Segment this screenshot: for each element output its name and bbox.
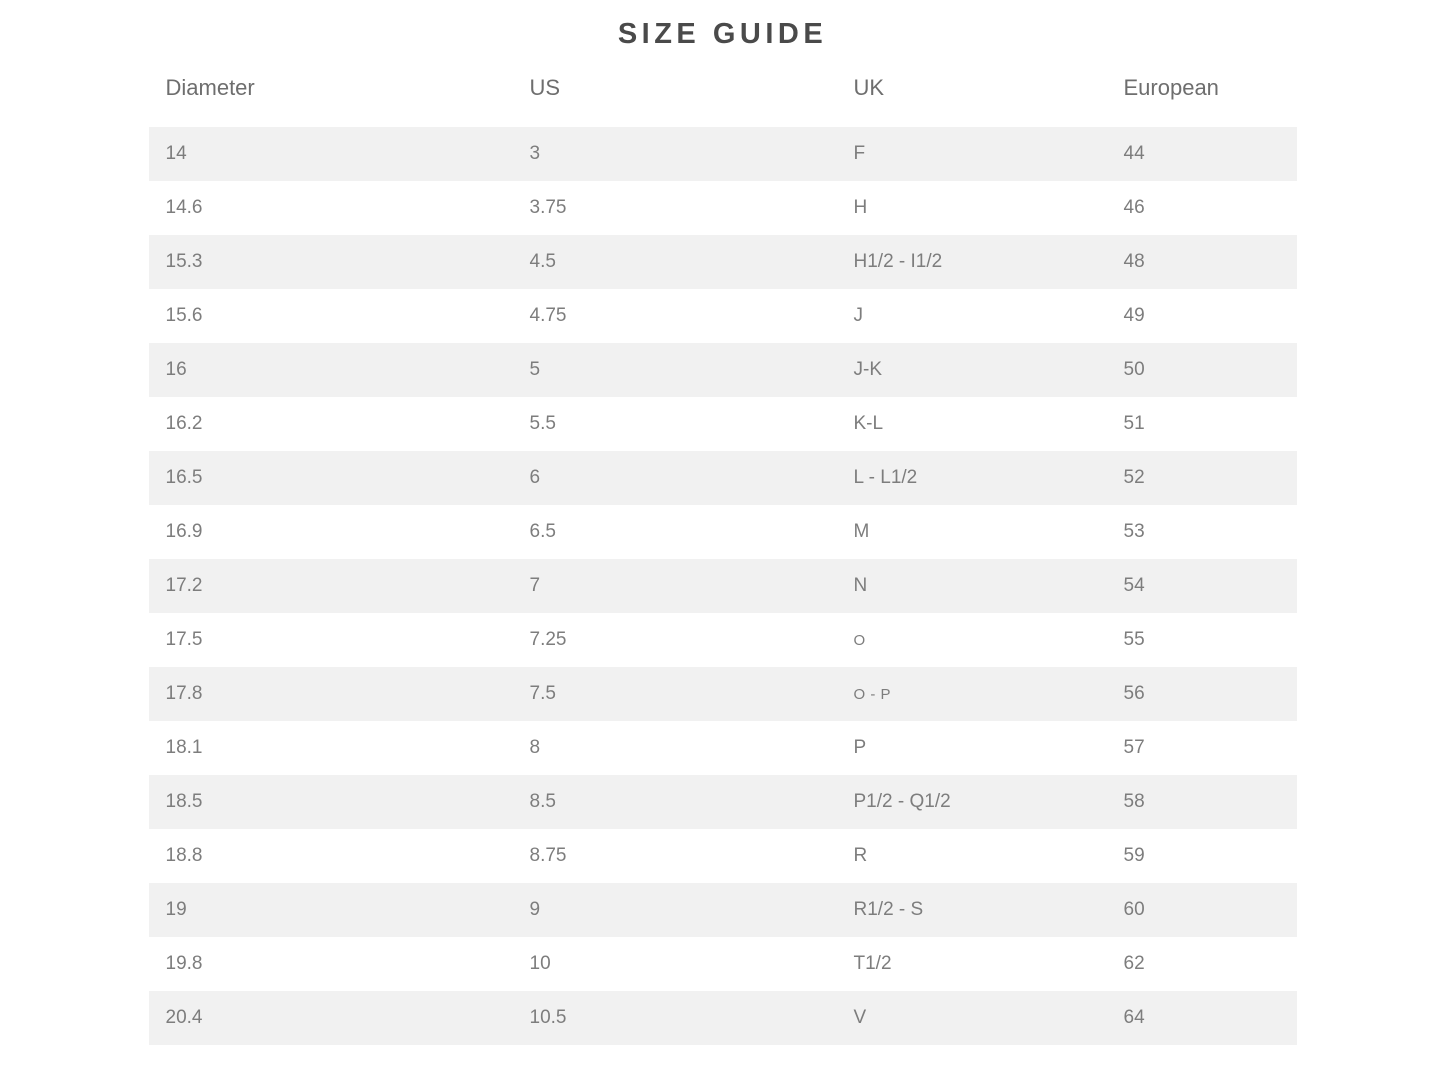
cell-us: 10.5	[529, 1007, 567, 1028]
cell-diameter: 17.8	[165, 683, 203, 704]
cell-us: 6.5	[529, 521, 556, 542]
cell-european: 44	[1123, 143, 1145, 164]
cell-diameter: 19	[165, 899, 187, 920]
table-row	[149, 235, 1297, 289]
cell-uk: O - P	[853, 685, 892, 703]
cell-diameter: 17.2	[165, 575, 203, 596]
table-row	[149, 883, 1297, 937]
cell-us: 5	[529, 359, 541, 380]
cell-diameter: 16.9	[165, 521, 203, 542]
cell-diameter: 16.5	[165, 467, 203, 488]
cell-european: 64	[1123, 1007, 1145, 1028]
table-row	[149, 559, 1297, 613]
table-row	[149, 991, 1297, 1045]
column-header-european: European	[1123, 75, 1219, 100]
cell-uk: J	[853, 305, 863, 326]
cell-uk: N	[853, 575, 868, 596]
cell-european: 50	[1123, 359, 1145, 380]
cell-diameter: 19.8	[165, 953, 203, 974]
table-row	[149, 505, 1297, 559]
cell-uk: H	[853, 197, 868, 218]
cell-us: 7	[529, 575, 541, 596]
cell-uk: T1/2	[853, 953, 892, 974]
cell-european: 48	[1123, 251, 1145, 272]
cell-us: 7.5	[529, 683, 556, 704]
cell-european: 55	[1123, 629, 1145, 650]
cell-uk: F	[853, 143, 866, 164]
cell-european: 51	[1123, 413, 1145, 434]
cell-european: 57	[1123, 737, 1145, 758]
cell-us: 8.5	[529, 791, 556, 812]
cell-uk: P	[853, 737, 867, 758]
cell-uk: L - L1/2	[853, 467, 918, 488]
cell-diameter: 15.3	[165, 251, 203, 272]
cell-us: 7.25	[529, 629, 567, 650]
cell-european: 59	[1123, 845, 1145, 866]
cell-uk: H1/2 - I1/2	[853, 251, 943, 272]
cell-european: 58	[1123, 791, 1145, 812]
cell-diameter: 16.2	[165, 413, 203, 434]
cell-us: 8.75	[529, 845, 567, 866]
cell-european: 60	[1123, 899, 1145, 920]
cell-us: 9	[529, 899, 541, 920]
table-row	[149, 127, 1297, 181]
cell-uk: O	[853, 631, 866, 649]
table-row	[149, 721, 1297, 775]
table-row	[149, 451, 1297, 505]
cell-uk: V	[853, 1007, 867, 1028]
column-header-uk: UK	[853, 75, 885, 100]
cell-us: 6	[529, 467, 541, 488]
cell-european: 53	[1123, 521, 1145, 542]
cell-diameter: 14.6	[165, 197, 203, 218]
cell-uk: R1/2 - S	[853, 899, 924, 920]
table-row	[149, 775, 1297, 829]
table-row	[149, 289, 1297, 343]
table-row	[149, 613, 1297, 667]
table-row	[149, 937, 1297, 991]
cell-diameter: 20.4	[165, 1007, 203, 1028]
cell-diameter: 18.8	[165, 845, 203, 866]
table-row	[149, 829, 1297, 883]
table-row	[149, 667, 1297, 721]
cell-diameter: 18.1	[165, 737, 203, 758]
cell-european: 54	[1123, 575, 1145, 596]
size-guide-table	[149, 65, 1297, 1045]
table-row	[149, 343, 1297, 397]
cell-uk: P1/2 - Q1/2	[853, 791, 951, 812]
cell-european: 49	[1123, 305, 1145, 326]
cell-us: 3.75	[529, 197, 567, 218]
table-header	[149, 65, 1297, 127]
cell-european: 56	[1123, 683, 1145, 704]
column-header-diameter: Diameter	[165, 75, 255, 100]
cell-european: 46	[1123, 197, 1145, 218]
column-header-us: US	[529, 75, 561, 100]
table-row	[149, 397, 1297, 451]
cell-us: 4.75	[529, 305, 567, 326]
cell-diameter: 17.5	[165, 629, 203, 650]
table-header-row	[149, 65, 1297, 127]
cell-us: 4.5	[529, 251, 556, 272]
page-title: SIZE GUIDE	[617, 18, 828, 50]
cell-uk: K-L	[853, 413, 884, 434]
cell-diameter: 18.5	[165, 791, 203, 812]
table-row	[149, 181, 1297, 235]
cell-european: 52	[1123, 467, 1145, 488]
cell-diameter: 16	[165, 359, 187, 380]
cell-diameter: 14	[165, 143, 187, 164]
cell-uk: J-K	[853, 359, 882, 380]
cell-us: 10	[529, 953, 551, 974]
cell-us: 3	[529, 143, 541, 164]
cell-us: 8	[529, 737, 541, 758]
cell-uk: M	[853, 521, 870, 542]
cell-uk: R	[853, 845, 868, 866]
size-guide-table-wrap	[149, 65, 1297, 1045]
cell-diameter: 15.6	[165, 305, 203, 326]
table-body	[149, 127, 1297, 1045]
cell-us: 5.5	[529, 413, 556, 434]
cell-european: 62	[1123, 953, 1145, 974]
